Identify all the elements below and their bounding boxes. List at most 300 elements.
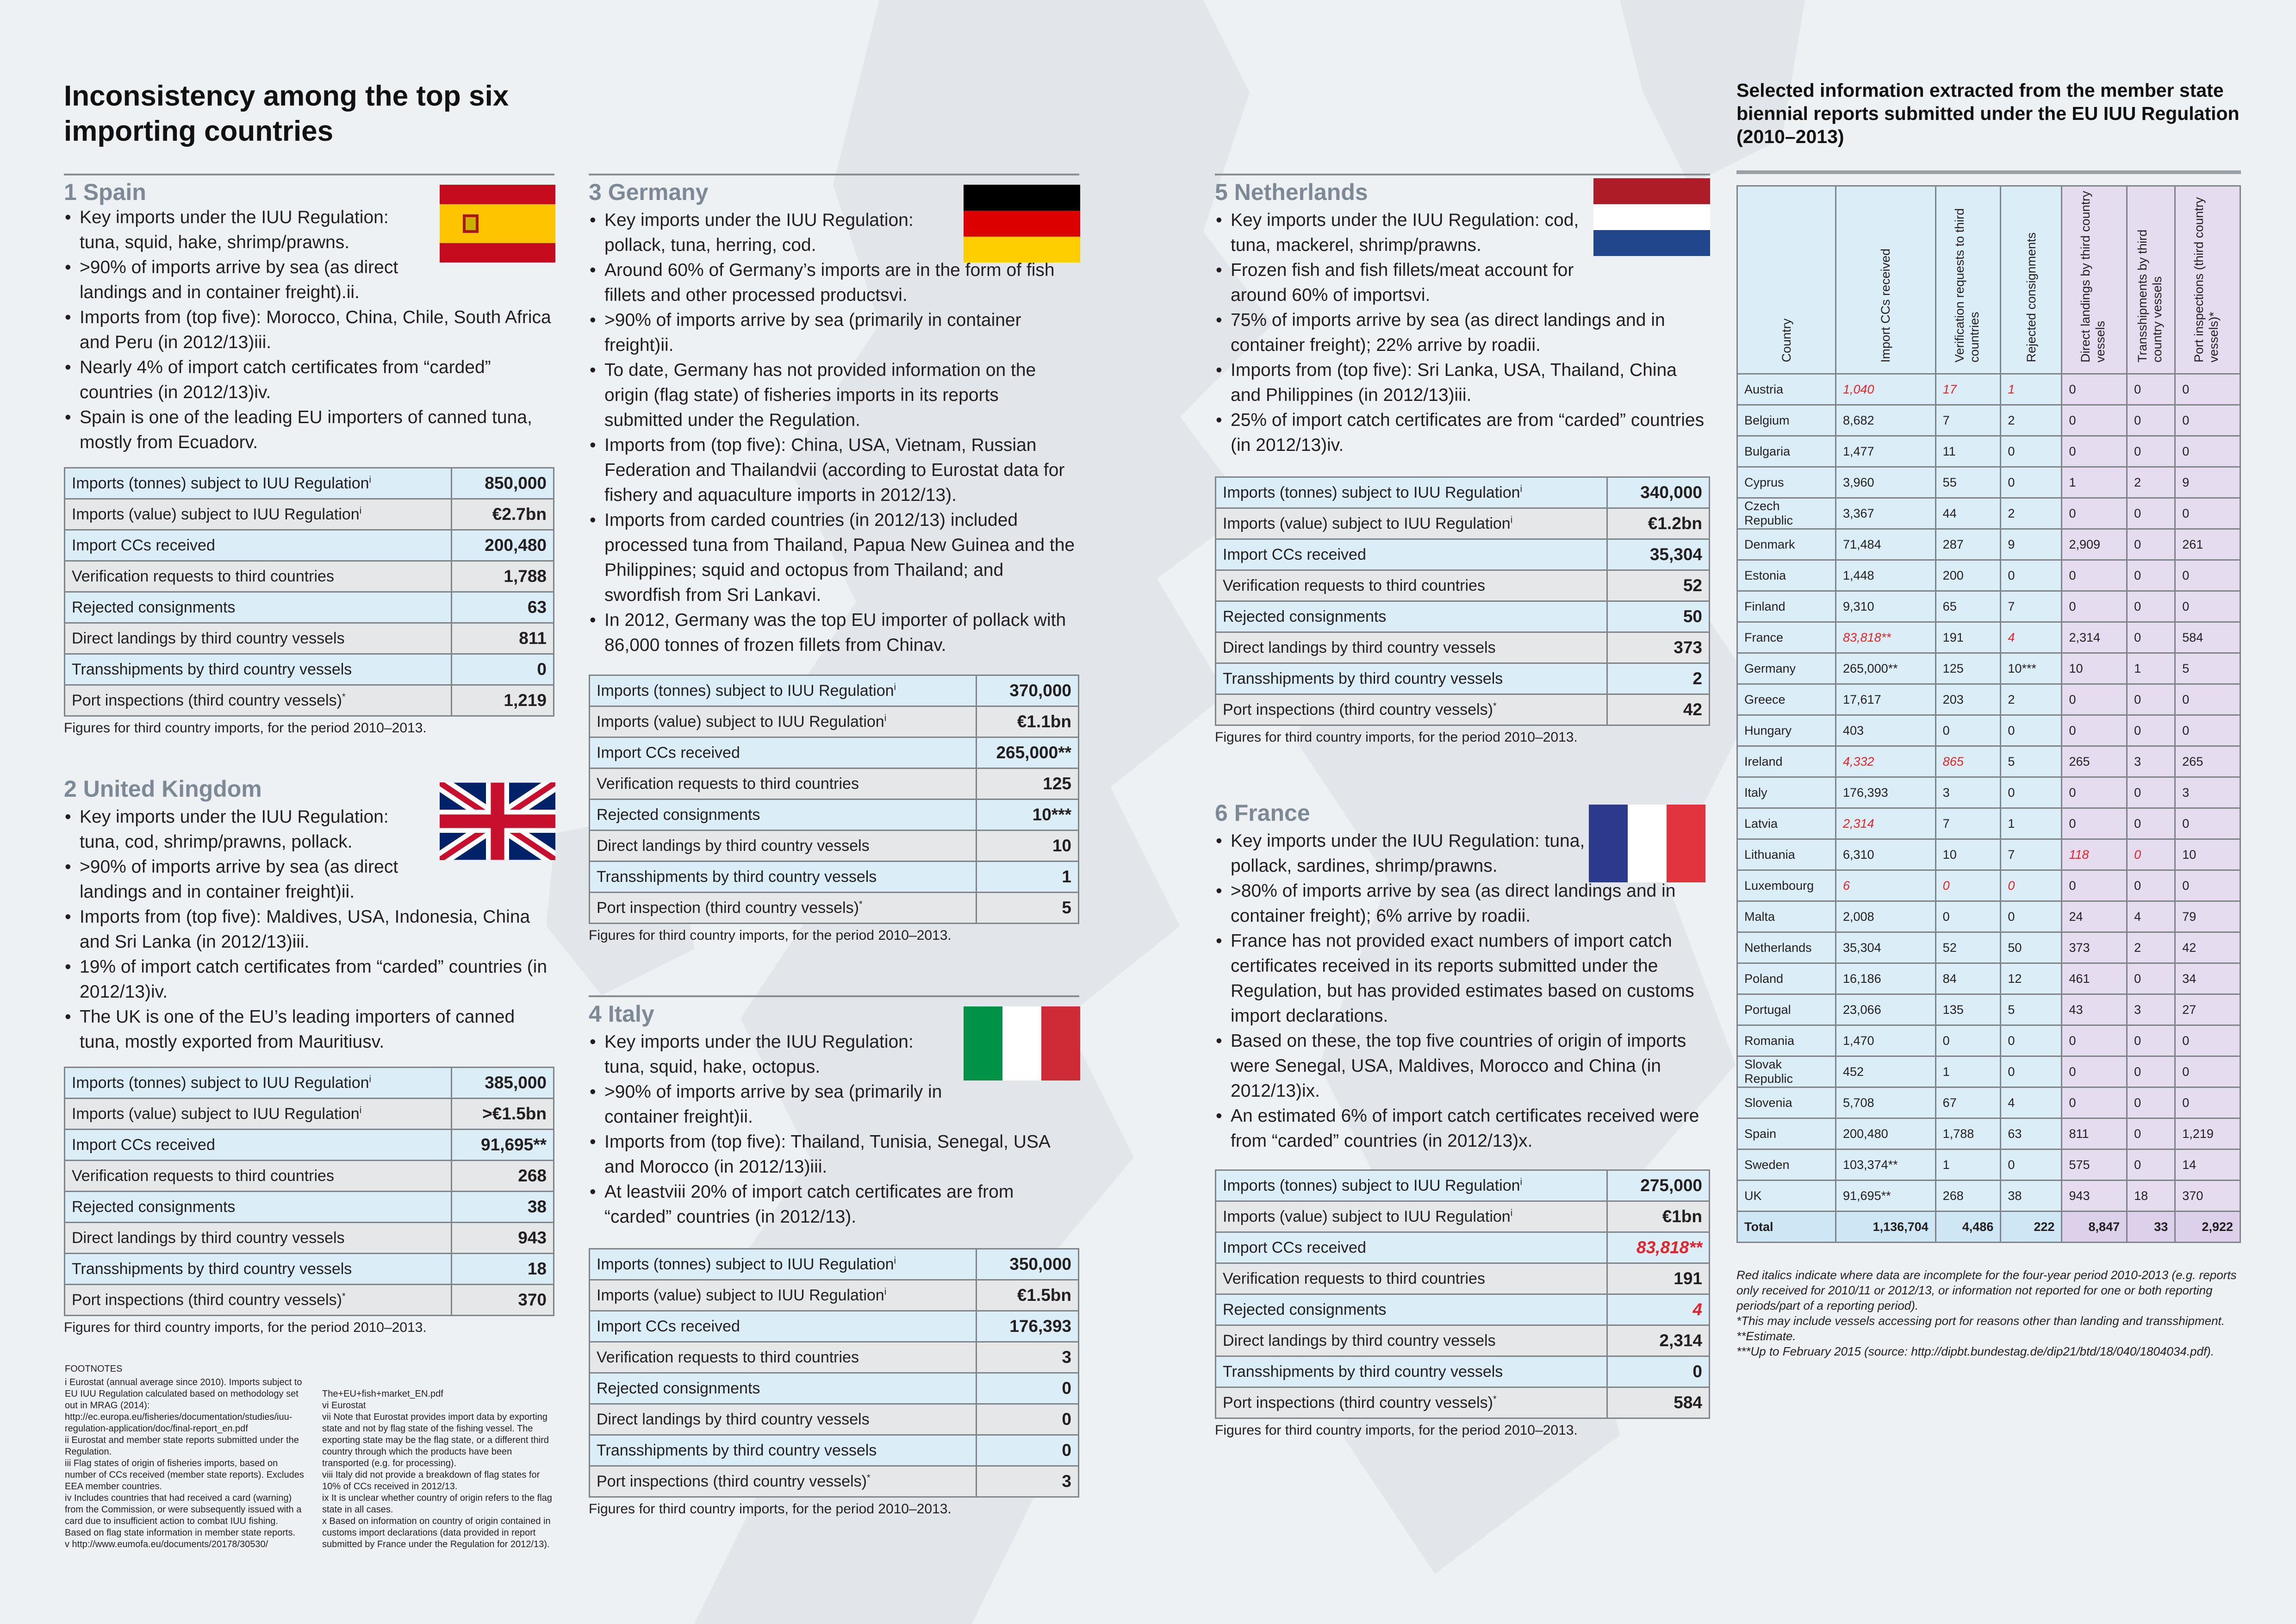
table-cell: 0 [2175,591,2240,622]
stats-table [589,1248,1079,1498]
bullet: • Imports from (top five): Maldives, USA, Indonesia, China and Sri Lanka (in 2012/13)iii. [64,905,554,955]
table-cell: 0 [2001,870,2062,901]
table-row [65,685,554,716]
table-cell: 0 [2001,777,2062,808]
table-cell: 584 [2175,622,2240,653]
bullet: • Based on these, the top five countries of origin of imports were Senegal, USA, Maldives, Morocco and China (in 2012/13)ix. [1215,1029,1710,1104]
table-cell: 7 [2001,591,2062,622]
table-cell: 0 [2062,498,2127,529]
right-title-divider [1736,170,2241,174]
footnotes [65,1363,560,1550]
table-row [1737,653,2240,684]
table-cell: 5 [2175,653,2240,684]
bullet: • France has not provided exact numbers of import catch certificates received in its reports submitted under the Regulation, but has provided estimates based on customs import declarations. [1215,929,1710,1029]
table-cell: 0 [2127,374,2175,405]
stat-label: Direct landings by third country vessels [1216,1325,1607,1356]
table-row [1216,570,1710,601]
table-cell: 2 [2001,684,2062,715]
stat-label: Import CCs received [590,1311,977,1342]
table-cell: 403 [1836,715,1936,746]
column-header: Verification requests to third countries [1935,186,2001,374]
section-germany [589,174,1079,943]
stat-value: 10*** [977,800,1079,831]
table-row [1216,601,1710,632]
stat-value: 3 [977,1342,1079,1373]
stat-label: Imports (tonnes) subject to IUU Regulation$^i$ [590,1249,977,1280]
table-cell: 1 [1935,1056,2001,1087]
column-header: Direct landings by third country vessels [2062,186,2127,374]
table-cell: 63 [2001,1118,2062,1149]
footnote: vii Note that Eurostat provides import data by exporting state and not by flag state of the fishing vessel. The exporting state may be the flag state, or a different third country through which the products have been transported (e.g. for processing). [322,1412,549,1468]
table-cell: 0 [2001,1025,2062,1056]
table-cell: 0 [2062,436,2127,467]
section-divider [589,995,1079,997]
country-cell: Sweden [1737,1149,1836,1181]
table-row [1216,632,1710,663]
table-cell: 265 [2175,746,2240,777]
bullet: • >90% of imports arrive by sea (primarily in container freight)ii. [589,1080,956,1130]
total-cell: 222 [2001,1212,2062,1243]
table-cell: 0 [2062,1056,2127,1087]
stat-value: 176,393 [977,1311,1079,1342]
figures-note: Figures for third country imports, for the period 2010–2013. [589,928,952,943]
table-row [1737,715,2240,746]
bullet: • Nearly 4% of import catch certificates from “carded” countries (in 2012/13)iv. [64,355,554,405]
bullet: • Imports from (top five): Morocco, China, Chile, South Africa and Peru (in 2012/13)iii. [64,305,554,355]
stat-label: Transshipments by third country vessels [1216,1356,1607,1387]
country-cell: Spain [1737,1118,1836,1149]
table-cell: 0 [2062,560,2127,591]
table-cell: 0 [2001,1056,2062,1087]
table-cell: 0 [2175,1025,2240,1056]
stat-value: 0 [977,1373,1079,1404]
table-row [65,1223,554,1254]
stat-value: 63 [452,592,554,623]
stat-label: Direct landings by third country vessels [1216,632,1607,663]
stat-label: Imports (value) subject to IUU Regulation$^i$ [1216,1201,1607,1232]
table-row [590,737,1079,768]
table-cell: 0 [2062,374,2127,405]
footnote: viii Italy did not provide a breakdown of flag states for 10% of CCs received in 2012/13. [322,1470,540,1492]
table-row [1216,1356,1710,1387]
table-cell: 370 [2175,1181,2240,1212]
table-cell: 6 [1836,870,1936,901]
table-row [590,800,1079,831]
table-cell: 1 [2127,653,2175,684]
stat-label: Imports (tonnes) subject to IUU Regulation$^i$ [1216,1170,1607,1201]
table-note: ***Up to February 2015 (source: http://dipbt.bundestag.de/dip21/btd/18/040/1804034.pdf). [1736,1344,2215,1358]
table-row [65,1099,554,1130]
stat-value: 0 [1607,1356,1710,1387]
stat-value: 850,000 [452,468,554,499]
section-divider [589,174,1079,175]
stat-label: Verification requests to third countries [65,561,452,592]
stat-label: Verification requests to third countries [590,768,977,800]
bullet: • 19% of import catch certificates from “carded” countries (in 2012/13)iv. [64,955,554,1005]
bullet: • An estimated 6% of import catch certificates received were from “carded” countries (in 2012/13)x. [1215,1104,1710,1154]
stat-value: 50 [1607,601,1710,632]
uk-flag-icon [440,782,555,860]
table-cell: 83,818** [1836,622,1936,653]
table-cell: 2 [2127,932,2175,963]
table-header-row [1737,186,2240,374]
table-cell: 2,909 [2062,529,2127,560]
table-row [590,1373,1079,1404]
table-cell: 0 [2175,1056,2240,1087]
table-row [1737,467,2240,498]
table-row [1737,839,2240,870]
table-cell: 103,374** [1836,1149,1936,1181]
table-row [1216,1201,1710,1232]
table-cell: 118 [2062,839,2127,870]
stat-value: 0 [977,1435,1079,1466]
table-cell: 9,310 [1836,591,1936,622]
table-cell: 10 [2062,653,2127,684]
table-note: *This may include vessels accessing port for reasons other than landing and transshipment. [1736,1314,2225,1328]
country-cell: Estonia [1737,560,1836,591]
table-cell: 2 [2001,498,2062,529]
stat-label: Verification requests to third countries [65,1161,452,1192]
table-cell: 0 [2127,715,2175,746]
table-cell: 3 [2127,746,2175,777]
table-cell: 0 [2127,839,2175,870]
stat-label: Import CCs received [1216,1232,1607,1263]
stat-label: Port inspections (third country vessels)* [1216,694,1607,725]
stat-value: 275,000 [1607,1170,1710,1201]
total-cell: 2,922 [2175,1212,2240,1243]
footnote: The+EU+fish+market_EN.pdf [322,1389,443,1399]
table-cell: 1,219 [2175,1118,2240,1149]
stat-label: Direct landings by third country vessels [65,1223,452,1254]
table-cell: 0 [2175,808,2240,839]
stat-value: 370,000 [977,675,1079,706]
table-cell: 0 [2127,498,2175,529]
bullet: • >90% of imports arrive by sea (as direct landings and in container freight)ii. [64,855,431,905]
table-row [1737,870,2240,901]
table-row [1216,1294,1710,1325]
table-cell: 18 [2127,1181,2175,1212]
table-row [65,1254,554,1285]
column-header: Rejected consignments [2001,186,2062,374]
table-row [590,1466,1079,1497]
footnote: vi Eurostat [322,1400,366,1411]
country-cell: Denmark [1737,529,1836,560]
footnote: ii Eurostat and member state reports submitted under the Regulation. [65,1435,299,1457]
table-row [1737,498,2240,529]
stat-value: 3 [977,1466,1079,1497]
bullet: • The UK is one of the EU’s leading importers of canned tuna, mostly exported from Mauritiusv. [64,1005,554,1055]
stat-label: Import CCs received [65,530,452,561]
footnotes-title: FOOTNOTES [65,1364,123,1374]
stat-label: Imports (tonnes) subject to IUU Regulation$^i$ [65,1068,452,1099]
stat-value: 191 [1607,1263,1710,1294]
section-heading: 2 United Kingdom [64,776,262,802]
table-cell: 0 [2127,1056,2175,1087]
country-cell: Hungary [1737,715,1836,746]
stat-value: 42 [1607,694,1710,725]
bullet: • To date, Germany has not provided information on the origin (flag state) of fisheries imports in its reports submitted under the Regulation. [589,358,1079,433]
table-cell: 35,304 [1836,932,1936,963]
country-cell: Austria [1737,374,1836,405]
stat-label: Port inspections (third country vessels)* [65,1285,452,1316]
table-cell: 6,310 [1836,839,1936,870]
stat-label: Transshipments by third country vessels [590,1435,977,1466]
table-cell: 3 [2175,777,2240,808]
bullet: • Key imports under the IUU Regulation: tuna, cod, shrimp/prawns, pollack. [64,805,431,855]
country-cell: UK [1737,1181,1836,1212]
table-cell: 44 [1935,498,2001,529]
country-cell: France [1737,622,1836,653]
stat-label: Rejected consignments [65,592,452,623]
stat-label: Verification requests to third countries [1216,570,1607,601]
stats-table [64,467,554,717]
section-divider [1215,174,1710,175]
country-cell: Bulgaria [1737,436,1836,467]
stat-label: Rejected consignments [65,1192,452,1223]
bullet: • Key imports under the IUU Regulation: tuna, squid, hake, shrimp/prawns. [64,205,431,255]
bullet-list [589,208,1079,658]
table-cell: 24 [2062,901,2127,932]
stat-value: 943 [452,1223,554,1254]
table-cell: 0 [2175,374,2240,405]
table-cell: 0 [2127,777,2175,808]
stat-label: Imports (value) subject to IUU Regulation$^i$ [65,499,452,530]
table-row [1737,901,2240,932]
country-cell: Italy [1737,777,1836,808]
table-cell: 0 [2001,901,2062,932]
spain-flag-icon [440,185,555,262]
table-cell: 17,617 [1836,684,1936,715]
table-cell: 135 [1935,994,2001,1025]
country-cell: Slovak Republic [1737,1056,1836,1087]
table-cell: 11 [1935,436,2001,467]
table-row [1216,508,1710,539]
table-cell: 4 [2127,901,2175,932]
table-cell: 811 [2062,1118,2127,1149]
country-cell: Poland [1737,963,1836,994]
table-cell: 0 [2175,498,2240,529]
figures-note: Figures for third country imports, for the period 2010–2013. [589,1501,952,1517]
footnotes-column [322,1388,554,1550]
figures-note: Figures for third country imports, for the period 2010–2013. [64,1320,427,1335]
country-cell: Luxembourg [1737,870,1836,901]
stat-value: 1,219 [452,685,554,716]
stat-label: Transshipments by third country vessels [590,862,977,893]
stat-label: Imports (value) subject to IUU Regulation$^i$ [590,1280,977,1311]
bullet: • 75% of imports arrive by sea (as direct landings and in container freight); 22% arrive by roadii. [1215,308,1710,358]
section-heading: 1 Spain [64,179,146,205]
stat-value: 0 [977,1404,1079,1435]
table-cell: 176,393 [1836,777,1936,808]
table-cell: 268 [1935,1181,2001,1212]
table-cell: 3,367 [1836,498,1936,529]
table-cell: 287 [1935,529,2001,560]
stats-table [1215,476,1710,726]
table-cell: 0 [2001,715,2062,746]
table-cell: 1 [2062,467,2127,498]
table-cell: 0 [2062,870,2127,901]
country-cell: Portugal [1737,994,1836,1025]
table-row [1737,777,2240,808]
bullet: • In 2012, Germany was the top EU importer of pollack with 86,000 tonnes of frozen fillets from Chinav. [589,608,1079,658]
footnote: x Based on information on country of origin contained in customs import declarations (data provided in report submitted by France under the Regulation for 2012/13). [322,1516,551,1549]
table-row [590,768,1079,800]
country-cell: Latvia [1737,808,1836,839]
table-cell: 2 [2127,467,2175,498]
stat-value: 83,818** [1607,1232,1710,1263]
stat-value: 2,314 [1607,1325,1710,1356]
page-title: Inconsistency among the top six importing countries [64,80,509,147]
table-cell: 1 [1935,1149,2001,1181]
bullet: • Key imports under the IUU Regulation: pollack, tuna, herring, cod. [589,208,956,258]
table-cell: 265 [2062,746,2127,777]
table-cell: 7 [2001,839,2062,870]
stat-value: 584 [1607,1387,1710,1418]
figures-note: Figures for third country imports, for the period 2010–2013. [1215,730,1578,745]
table-cell: 2,008 [1836,901,1936,932]
table-cell: 1,448 [1836,560,1936,591]
footnote: v http://www.eumofa.eu/documents/20178/30530/ [65,1539,268,1549]
bullet: • Frozen fish and fish fillets/meat account for around 60% of importsvi. [1215,258,1592,308]
total-cell: 1,136,704 [1836,1212,1936,1243]
table-cell: 0 [2127,591,2175,622]
table-row [1737,560,2240,591]
country-cell: Netherlands [1737,932,1836,963]
table-row [1737,684,2240,715]
table-cell: 3,960 [1836,467,1936,498]
table-cell: 10*** [2001,653,2062,684]
table-cell: 0 [2062,1087,2127,1118]
table-cell: 191 [1935,622,2001,653]
stat-value: 373 [1607,632,1710,663]
table-cell: 27 [2175,994,2240,1025]
table-row [1216,1232,1710,1263]
table-cell: 373 [2062,932,2127,963]
germany-flag-icon [964,185,1080,262]
table-cell: 0 [2127,436,2175,467]
stat-label: Transshipments by third country vessels [65,1254,452,1285]
member-state-table [1736,185,2241,1243]
stat-value: >€1.5bn [452,1099,554,1130]
table-cell: 9 [2001,529,2062,560]
table-cell: 0 [1935,870,2001,901]
stat-label: Verification requests to third countries [590,1342,977,1373]
total-cell: 4,486 [1935,1212,2001,1243]
table-row [65,530,554,561]
table-note: Red italics indicate where data are incomplete for the four-year period 2010-2013 (e.g. reports only received for 2010/11 or 2012/13, or information not reported for one or both reporting periods/part of a reporting period). [1736,1268,2237,1312]
table-row [65,468,554,499]
footnote: iii Flag states of origin of fisheries imports, based on number of CCs received (member state reports). Excludes EEA member countries. [65,1458,304,1492]
stat-label: Port inspection (third country vessels)* [590,893,977,924]
stat-value: 1,788 [452,561,554,592]
stat-value: 91,695** [452,1130,554,1161]
table-row [65,1285,554,1316]
stat-label: Rejected consignments [590,1373,977,1404]
table-cell: 50 [2001,932,2062,963]
table-cell: 0 [2175,1087,2240,1118]
table-row [1216,477,1710,508]
table-row [590,1342,1079,1373]
table-cell: 865 [1935,746,2001,777]
table-cell: 5 [2001,994,2062,1025]
stat-value: 340,000 [1607,477,1710,508]
table-cell: 1,470 [1836,1025,1936,1056]
table-cell: 0 [2175,684,2240,715]
footnotes-column [65,1377,305,1550]
table-cell: 0 [2001,560,2062,591]
table-cell: 4 [2001,622,2062,653]
figures-note: Figures for third country imports, for the period 2010–2013. [1215,1423,1578,1438]
table-row [590,1311,1079,1342]
table-cell: 0 [2127,1149,2175,1181]
table-cell: 200 [1935,560,2001,591]
bullet: • Imports from carded countries (in 2012/13) included processed tuna from Thailand, Papua New Guinea and the Philippines; squid and octopus from Thailand; and swordfish from Sri Lankavi. [589,508,1079,608]
bullet: • >90% of imports arrive by sea (as direct landings and in container freight).ii. [64,255,431,305]
table-cell: 5,708 [1836,1087,1936,1118]
table-cell: 0 [2062,715,2127,746]
table-cell: 10 [1935,839,2001,870]
section-heading: 3 Germany [589,179,709,205]
stat-value: 1 [977,862,1079,893]
total-label: Total [1737,1212,1836,1243]
table-cell: 452 [1836,1056,1936,1087]
stat-value: 35,304 [1607,539,1710,570]
stat-value: 5 [977,893,1079,924]
table-cell: 0 [2127,808,2175,839]
table-cell: 2,314 [1836,808,1936,839]
table-row [1737,405,2240,436]
bullet: • Key imports under the IUU Regulation: tuna, squid, hake, octopus. [589,1030,956,1080]
table-row [1737,1181,2240,1212]
section-netherlands [1215,174,1710,745]
table-cell: 1,040 [1836,374,1936,405]
table-cell: 203 [1935,684,2001,715]
column-header: Port inspections (third country vessels)* [2175,186,2240,374]
table-cell: 943 [2062,1181,2127,1212]
table-cell: 3 [1935,777,2001,808]
stat-value: 268 [452,1161,554,1192]
stat-value: €1.2bn [1607,508,1710,539]
section-divider [64,174,554,175]
table-cell: 0 [2175,715,2240,746]
table-cell: 1,477 [1836,436,1936,467]
table-cell: 7 [1935,405,2001,436]
table-cell: 79 [2175,901,2240,932]
country-cell: Cyprus [1737,467,1836,498]
table-cell: 0 [2127,1118,2175,1149]
table-row [65,592,554,623]
stat-value: 4 [1607,1294,1710,1325]
stat-label: Rejected consignments [590,800,977,831]
table-row [590,1280,1079,1311]
right-panel-title: Selected information extracted from the member state biennial reports submitted under the EU IUU Regulation (2010–2013) [1736,80,2240,147]
table-cell: 0 [2062,777,2127,808]
bullet: • At leastviii 20% of import catch certificates are from “carded” countries (in 2012/13). [589,1180,1079,1230]
table-cell: 0 [2062,808,2127,839]
table-cell: 0 [2062,405,2127,436]
table-cell: 2 [2001,405,2062,436]
table-row [1737,963,2240,994]
bullet: • Around 60% of Germany’s imports are in the form of fish fillets and other processed productsvi. [589,258,1079,308]
stat-label: Imports (value) subject to IUU Regulation$^i$ [590,706,977,737]
bullet: • >80% of imports arrive by sea (as direct landings and in container freight); 6% arrive by roadii. [1215,879,1710,929]
section-heading: 6 France [1215,800,1310,826]
table-cell: 9 [2175,467,2240,498]
table-cell: 1 [2001,808,2062,839]
table-row [590,1404,1079,1435]
stat-label: Direct landings by third country vessels [590,831,977,862]
table-cell: 43 [2062,994,2127,1025]
